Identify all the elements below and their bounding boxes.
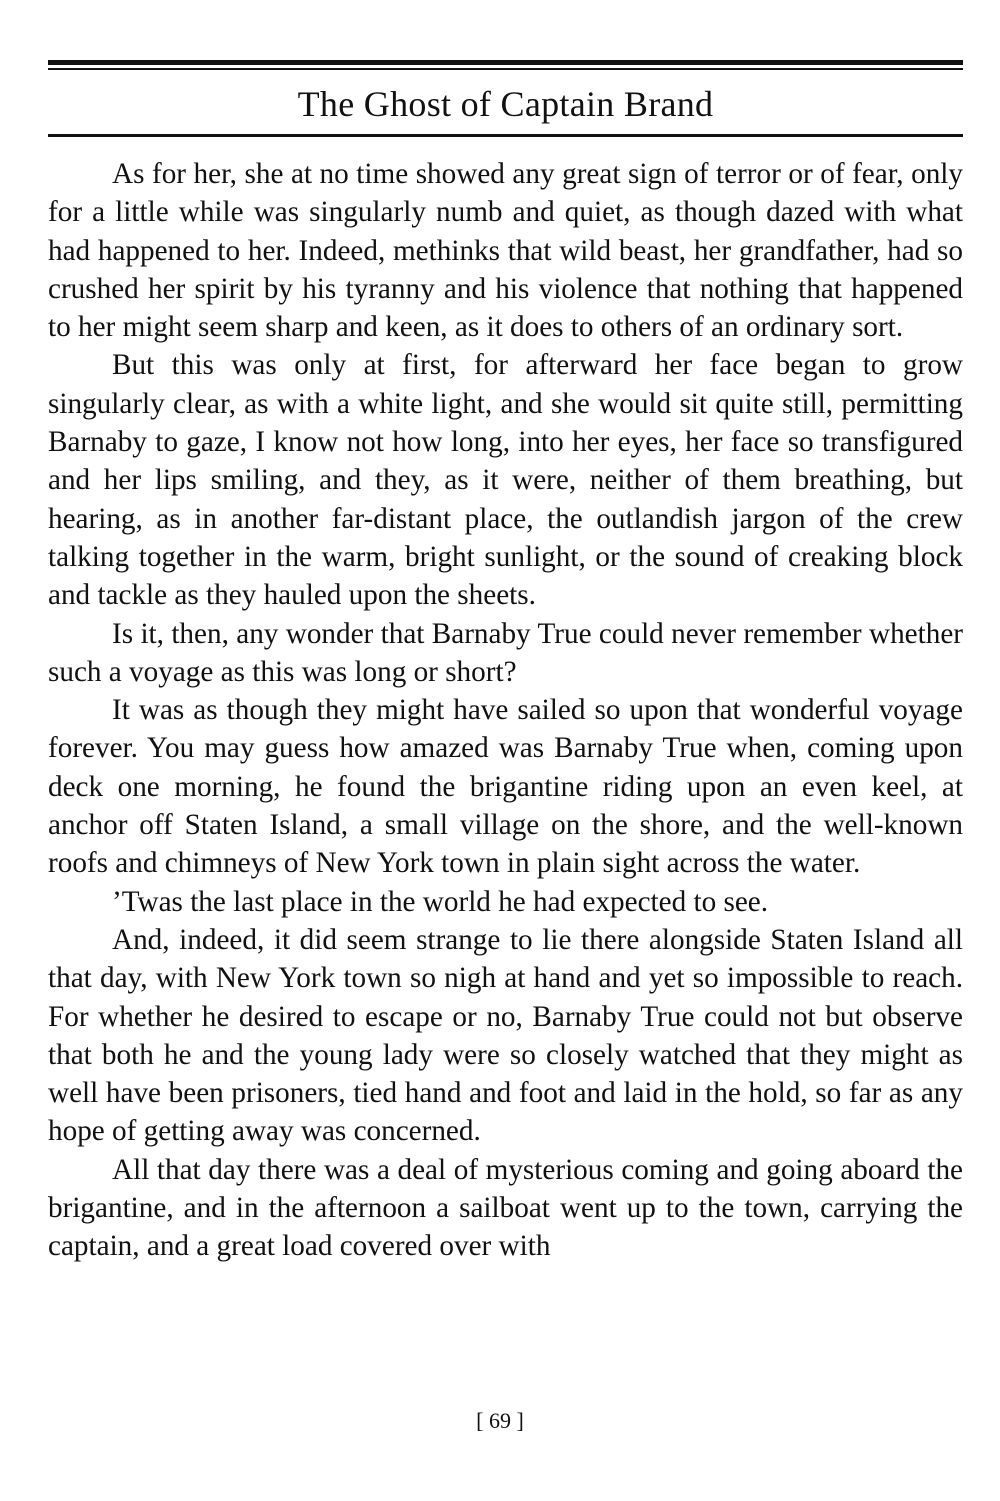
paragraph: Is it, then, any wonder that Barnaby True could never remember whether such a voyage as this was long or short? <box>48 617 963 688</box>
page-number: [ 69 ] <box>476 1408 524 1433</box>
top-double-rule-thin <box>48 68 963 70</box>
running-head-title: The Ghost of Captain Brand <box>297 84 714 124</box>
body-text <box>48 155 963 1266</box>
paragraph: It was as though they might have sailed so upon that wonderful voyage forever. You may guess how amazed was Barnaby True when, coming upon deck one morning, he found the brigantine riding upon an even keel, at anchor off Staten Island, a small village on the shore, and the well-known roofs and chimneys of New York town in plain sight across the water. <box>48 694 963 880</box>
paragraph: ’Twas the last place in the world he had expected to see. <box>112 885 769 918</box>
header-rule <box>48 134 963 137</box>
paragraph: As for her, she at no time showed any great sign of terror or of fear, only for a little while was singularly numb and quiet, as though dazed with what had happened to her. Indeed, methinks that wild beast, her grandfather, had so crushed her spirit by his tyranny and his violence that nothing that happened to her might seem sharp and keen, as it does to others of an ordinary sort. <box>48 158 963 344</box>
book-page <box>48 60 963 1266</box>
paragraph: But this was only at first, for afterward her face began to grow singularly clear, as with a white light, and she would sit quite still, permitting Barnaby to gaze, I know not how long, into her eyes, her face so transfigured and her lips smiling, and they, as it were, neither of them breathing, but hearing, as in another far-distant place, the outlandish jargon of the crew talking together in the warm, bright sunlight, or the sound of creaking block and tackle as they hauled upon the sheets. <box>48 349 963 612</box>
top-double-rule-thick <box>48 60 963 65</box>
paragraph: And, indeed, it did seem strange to lie there alongside Staten Island all that day, with New York town so nigh at hand and yet so impossible to reach. For whether he desired to escape or no, Barnaby True could not but observe that both he and the young lady were so closely watched that they might as well have been prisoners, tied hand and foot and laid in the hold, so far as any hope of getting away was concerned. <box>48 923 963 1148</box>
paragraph: All that day there was a deal of mysterious coming and going aboard the brigantine, and in the afternoon a sailboat went up to the town, carrying the captain, and a great load covered over with <box>48 1153 963 1263</box>
